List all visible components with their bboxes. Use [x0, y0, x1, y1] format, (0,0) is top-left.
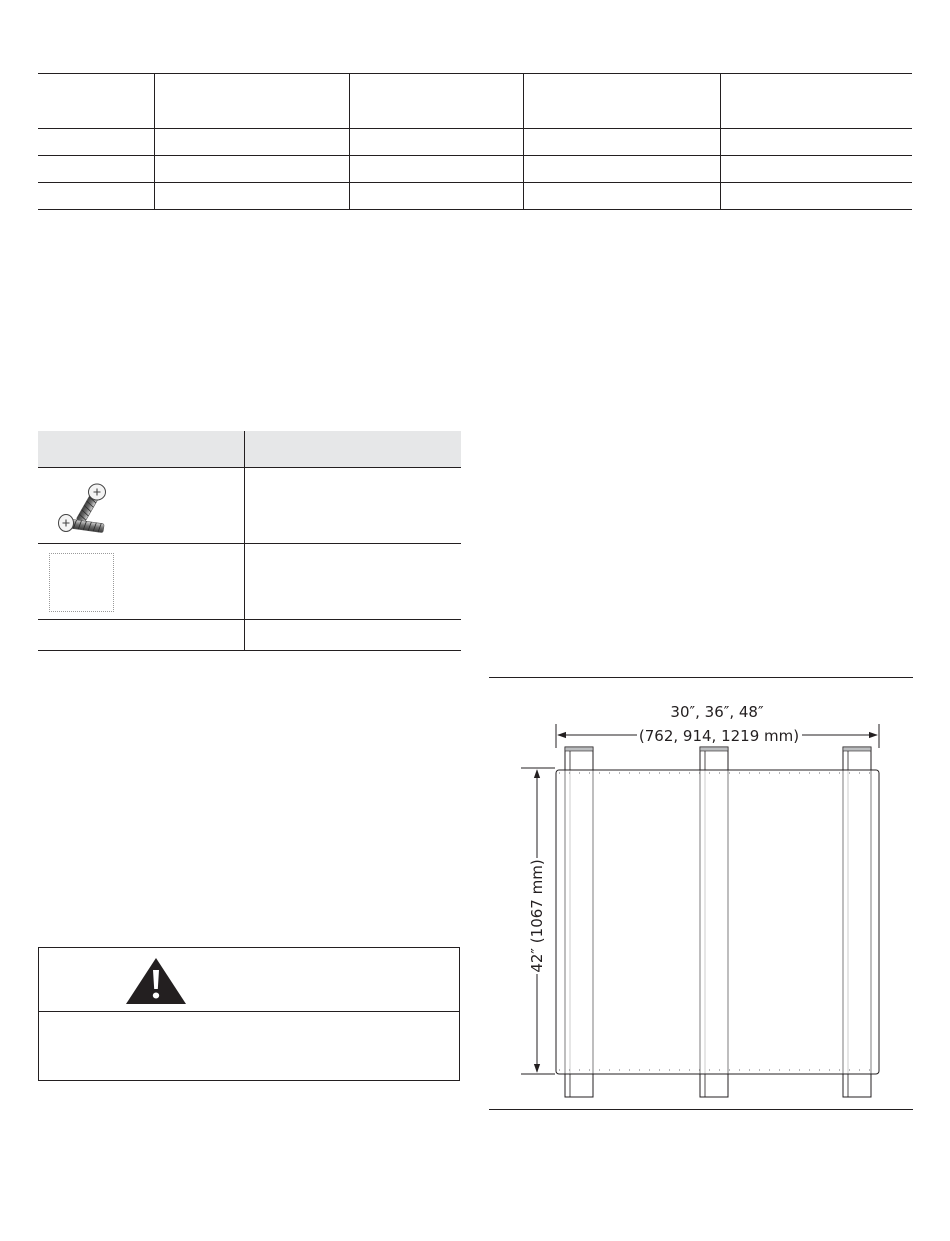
backsplash-panel: [556, 770, 879, 1074]
spec-cell: [523, 129, 720, 156]
spec-cell: [720, 156, 912, 183]
width-label-metric: (762, 914, 1219 mm): [638, 727, 800, 745]
spec-table-header-row: [38, 74, 912, 129]
blank-part-image: [49, 553, 114, 612]
table-row: [38, 620, 461, 651]
spec-header-cell: [38, 74, 154, 129]
part-description: [244, 620, 461, 651]
screws-icon: [50, 480, 120, 540]
spec-cell: [38, 183, 154, 210]
spec-cell: [523, 156, 720, 183]
spec-header-cell: [349, 74, 523, 129]
figure-bottom-rule: [489, 1109, 913, 1110]
table-row: [38, 544, 461, 620]
height-label: 42″ (1067 mm): [528, 859, 546, 973]
spec-cell: [523, 183, 720, 210]
parts-header-cell: [244, 431, 461, 468]
spec-cell: [720, 129, 912, 156]
figure-top-rule: [489, 677, 913, 678]
spec-cell: [38, 129, 154, 156]
table-row: [38, 183, 912, 210]
table-row: [38, 156, 912, 183]
spec-cell: [349, 129, 523, 156]
parts-table: [38, 431, 461, 651]
spec-header-cell: [720, 74, 912, 129]
spec-cell: [720, 183, 912, 210]
warning-triangle-icon: [124, 956, 188, 1006]
part-description: [244, 544, 461, 620]
spec-cell: [349, 183, 523, 210]
warning-box: [38, 947, 460, 1081]
parts-table-header-row: [38, 431, 461, 468]
specifications-table: [38, 73, 912, 210]
table-row: [38, 129, 912, 156]
spec-header-cell: [523, 74, 720, 129]
spec-cell: [38, 156, 154, 183]
width-label: 30″, 36″, 48″: [670, 703, 764, 721]
part-description: [244, 468, 461, 544]
spec-cell: [154, 156, 349, 183]
spec-header-cell: [154, 74, 349, 129]
part-name: [38, 620, 244, 651]
spec-cell: [349, 156, 523, 183]
parts-header-cell: [38, 431, 244, 468]
spec-cell: [154, 183, 349, 210]
part-cell: [38, 544, 244, 620]
warning-header: [39, 948, 459, 1012]
part-cell: [38, 468, 244, 544]
table-row: [38, 468, 461, 544]
spec-cell: [154, 129, 349, 156]
panel-dimension-diagram: [489, 690, 913, 1100]
